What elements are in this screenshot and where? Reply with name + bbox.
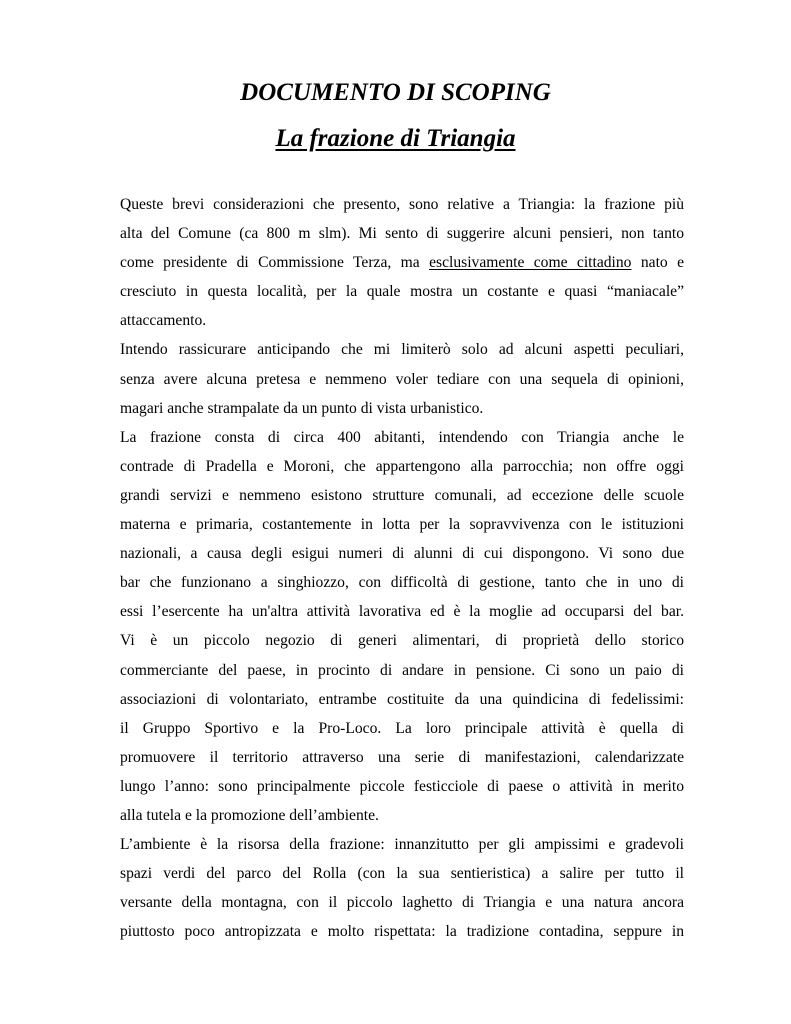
text-line: alta del Comune (ca 800 m slm). Mi sento di suggerire alcuni pensieri, non tanto	[120, 225, 684, 243]
text-line: il Gruppo Sportivo e la Pro-Loco. La loro principale attività è quella di	[120, 719, 684, 737]
text-line: alla tutela e la promozione dell’ambiente.	[120, 806, 379, 824]
text-segment: come presidente di Commissione Terza, ma	[120, 254, 430, 272]
text-line: materna e primaria, costantemente in lotta per la sopravvivenza con le istituzioni	[120, 516, 684, 534]
text-line: grandi servizi e nemmeno esistono strutture comunali, ad eccezione delle scuole	[120, 486, 684, 504]
document-body	[120, 190, 684, 946]
text-line: La frazione consta di circa 400 abitanti, intendendo con Triangia anche le	[120, 428, 684, 446]
document-subtitle: La frazione di Triangia	[275, 125, 516, 152]
paragraph	[120, 190, 684, 335]
text-line: contrade di Pradella e Moroni, che appartengono alla parrocchia; non offre oggi	[120, 457, 684, 475]
paragraph	[120, 830, 684, 946]
text-line: Vi è un piccolo negozio di generi alimentari, di proprietà dello storico	[120, 632, 684, 650]
text-line: essi l’esercente ha un'altra attività lavorativa ed è la moglie ad occuparsi del bar.	[120, 603, 684, 621]
text-segment: nato e	[631, 254, 684, 272]
underlined-text: esclusivamente come cittadino	[429, 254, 632, 272]
text-line: Queste brevi considerazioni che presento, sono relative a Triangia: la frazione più	[120, 196, 684, 213]
text-line: associazioni di volontariato, entrambe costituite da una quindicina di fedelissimi:	[120, 690, 684, 708]
text-line: spazi verdi del parco del Rolla (con la sua sentieristica) a salire per tutto il	[120, 865, 684, 883]
paragraph	[120, 423, 684, 830]
text-line: magari anche strampalate da un punto di vista urbanistico.	[120, 399, 484, 417]
text-line: versante della montagna, con il piccolo laghetto di Triangia e una natura ancora	[120, 894, 684, 912]
text-line: cresciuto in questa località, per la quale mostra un costante e quasi “maniacale”	[120, 283, 684, 301]
text-line: bar che funzionano a singhiozzo, con difficoltà di gestione, tanto che in uno di	[120, 574, 684, 592]
text-line: L’ambiente è la risorsa della frazione: innanzitutto per gli ampissimi e gradevoli	[120, 836, 684, 854]
paragraph	[120, 335, 684, 422]
text-line: lungo l’anno: sono principalmente piccole festicciole di paese o attività in merito	[120, 777, 684, 795]
text-line: Intendo rassicurare anticipando che mi limiterò solo ad alcuni aspetti peculiari,	[120, 341, 684, 359]
text-line: promuovere il territorio attraverso una serie di manifestazioni, calendarizzate	[120, 748, 684, 766]
text-line	[120, 248, 684, 277]
text-line: nazionali, a causa degli esigui numeri di alunni di cui dispongono. Vi sono due	[120, 545, 684, 563]
text-line: attaccamento.	[120, 312, 207, 330]
text-line: piuttosto poco antropizzata e molto rispettata: la tradizione contadina, seppure in	[120, 923, 684, 941]
document-title: DOCUMENTO DI SCOPING	[240, 79, 551, 106]
text-line: commerciante del paese, in procinto di andare in pensione. Ci sono un paio di	[120, 661, 684, 679]
text-line: senza avere alcuna pretesa e nemmeno voler tediare con una sequela di opinioni,	[120, 370, 684, 388]
